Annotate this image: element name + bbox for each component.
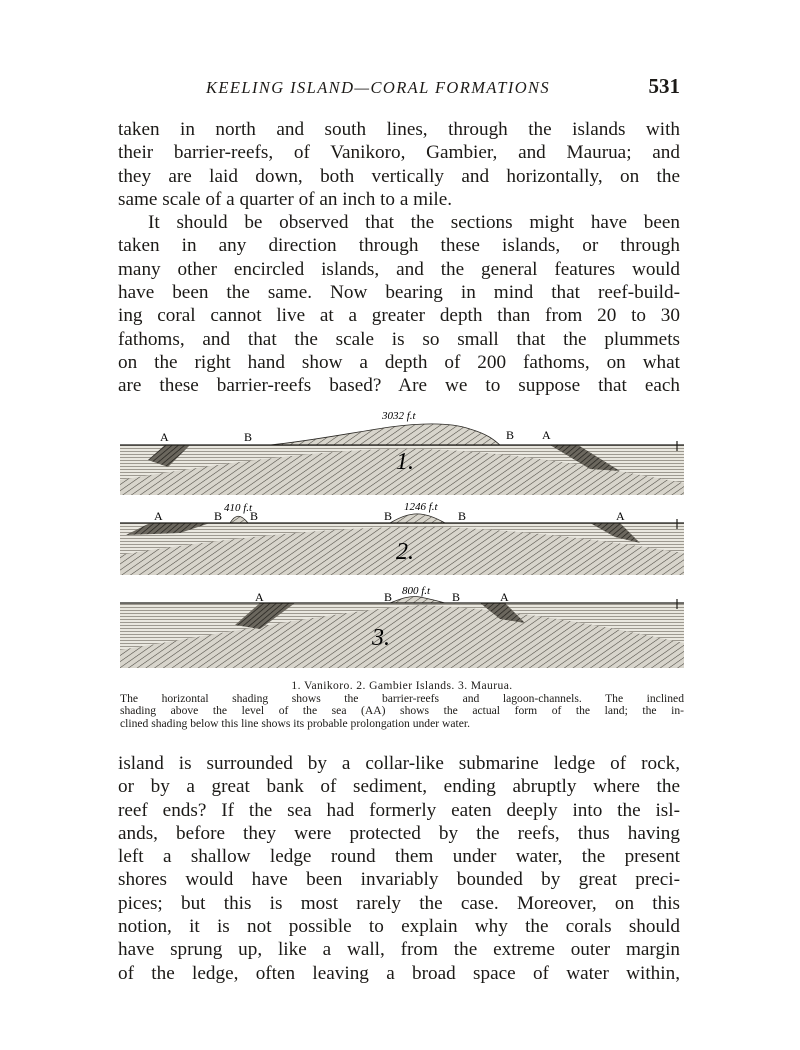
label-b: B	[250, 509, 259, 523]
text-line: pices; but this is most rarely the case. Moreover, on this	[118, 892, 680, 914]
label-a: A	[542, 428, 551, 442]
label-b: B	[214, 509, 223, 523]
page-number: 531	[648, 74, 680, 98]
page-header	[118, 74, 680, 104]
text-line: many other encircled islands, and the general features would	[118, 258, 680, 280]
height-label: 3032 f.t	[382, 410, 416, 422]
text-line: It should be observed that the sections might have been	[148, 212, 680, 234]
section-3	[120, 585, 684, 668]
label-a: A	[616, 509, 625, 523]
text-line: fathoms, and that the scale is so small that the plummets	[118, 328, 680, 350]
label-b: B	[244, 430, 253, 444]
caption-line: shading above the level of the sea (AA) shows the actual form of the land; the in-	[120, 704, 684, 718]
island-land	[390, 596, 445, 603]
islet-left	[230, 516, 248, 523]
text-line: shores would have been invariably bounded by great preci-	[118, 869, 680, 891]
island-land	[270, 424, 500, 445]
running-title: KEELING ISLAND—CORAL FORMATIONS	[206, 78, 551, 97]
text-line: they are laid down, both vertically and horizontally, on the	[118, 165, 680, 187]
text-line: their barrier-reefs, of Vanikoro, Gambier, and Maurua; and	[118, 142, 680, 164]
paragraph-bottom	[118, 752, 680, 985]
paragraph-top	[118, 118, 680, 398]
coral-section-figure	[120, 405, 684, 680]
caption-line: The horizontal shading shows the barrier-reefs and lagoon-channels. The inclined	[120, 692, 684, 706]
section-2	[120, 501, 684, 575]
text-line: notion, it is not possible to explain why the corals should	[118, 916, 680, 938]
text-line: of the ledge, often leaving a broad space of water within,	[118, 962, 680, 984]
label-a: A	[500, 590, 509, 604]
text-line: have sprung up, like a wall, from the extreme outer margin	[118, 939, 680, 961]
label-b: B	[452, 590, 461, 604]
height-label: 410 f.t	[224, 502, 253, 514]
label-a: A	[255, 590, 264, 604]
text-line: left a shallow ledge round them under water, the present	[118, 846, 680, 868]
text-line: ands, before they were protected by the reefs, thus having	[118, 822, 680, 844]
section-number: 3.	[372, 625, 390, 651]
sections-illustration	[120, 405, 684, 680]
caption-line: clined shading below this line shows its probable prolongation under water.	[120, 716, 471, 730]
text-line: have been the same. Now bearing in mind that reef-build-	[118, 282, 680, 304]
text-line: or by a great bank of sediment, ending abruptly where the	[118, 776, 680, 798]
caption-names: 1. Vanikoro. 2. Gambier Islands. 3. Maurua.	[291, 679, 513, 692]
text-line: on the right hand show a depth of 200 fathoms, on what	[118, 351, 680, 373]
height-label: 1246 f.t	[404, 501, 438, 513]
label-b: B	[458, 509, 467, 523]
figure-caption	[120, 680, 684, 730]
text-line: taken in any direction through these islands, or through	[118, 235, 680, 257]
label-b: B	[384, 509, 393, 523]
height-label: 800 f.t	[402, 585, 431, 597]
text-line: island is surrounded by a collar-like submarine ledge of rock,	[118, 753, 680, 774]
text-line: are these barrier-reefs based? Are we to suppose that each	[118, 375, 680, 397]
label-b: B	[506, 428, 515, 442]
text-line: reef ends? If the sea had formerly eaten deeply into the isl-	[118, 799, 680, 821]
section-number: 1.	[396, 449, 414, 475]
section-1	[120, 410, 684, 495]
island-land	[390, 514, 445, 523]
label-a: A	[154, 509, 163, 523]
label-a: A	[160, 430, 169, 444]
text-line: ing coral cannot live at a greater depth than from 20 to 30	[118, 305, 680, 327]
label-b: B	[384, 590, 393, 604]
text-line: same scale of a quarter of an inch to a mile.	[118, 188, 453, 210]
text-line: taken in north and south lines, through the islands with	[118, 119, 680, 140]
section-number: 2.	[396, 539, 414, 565]
